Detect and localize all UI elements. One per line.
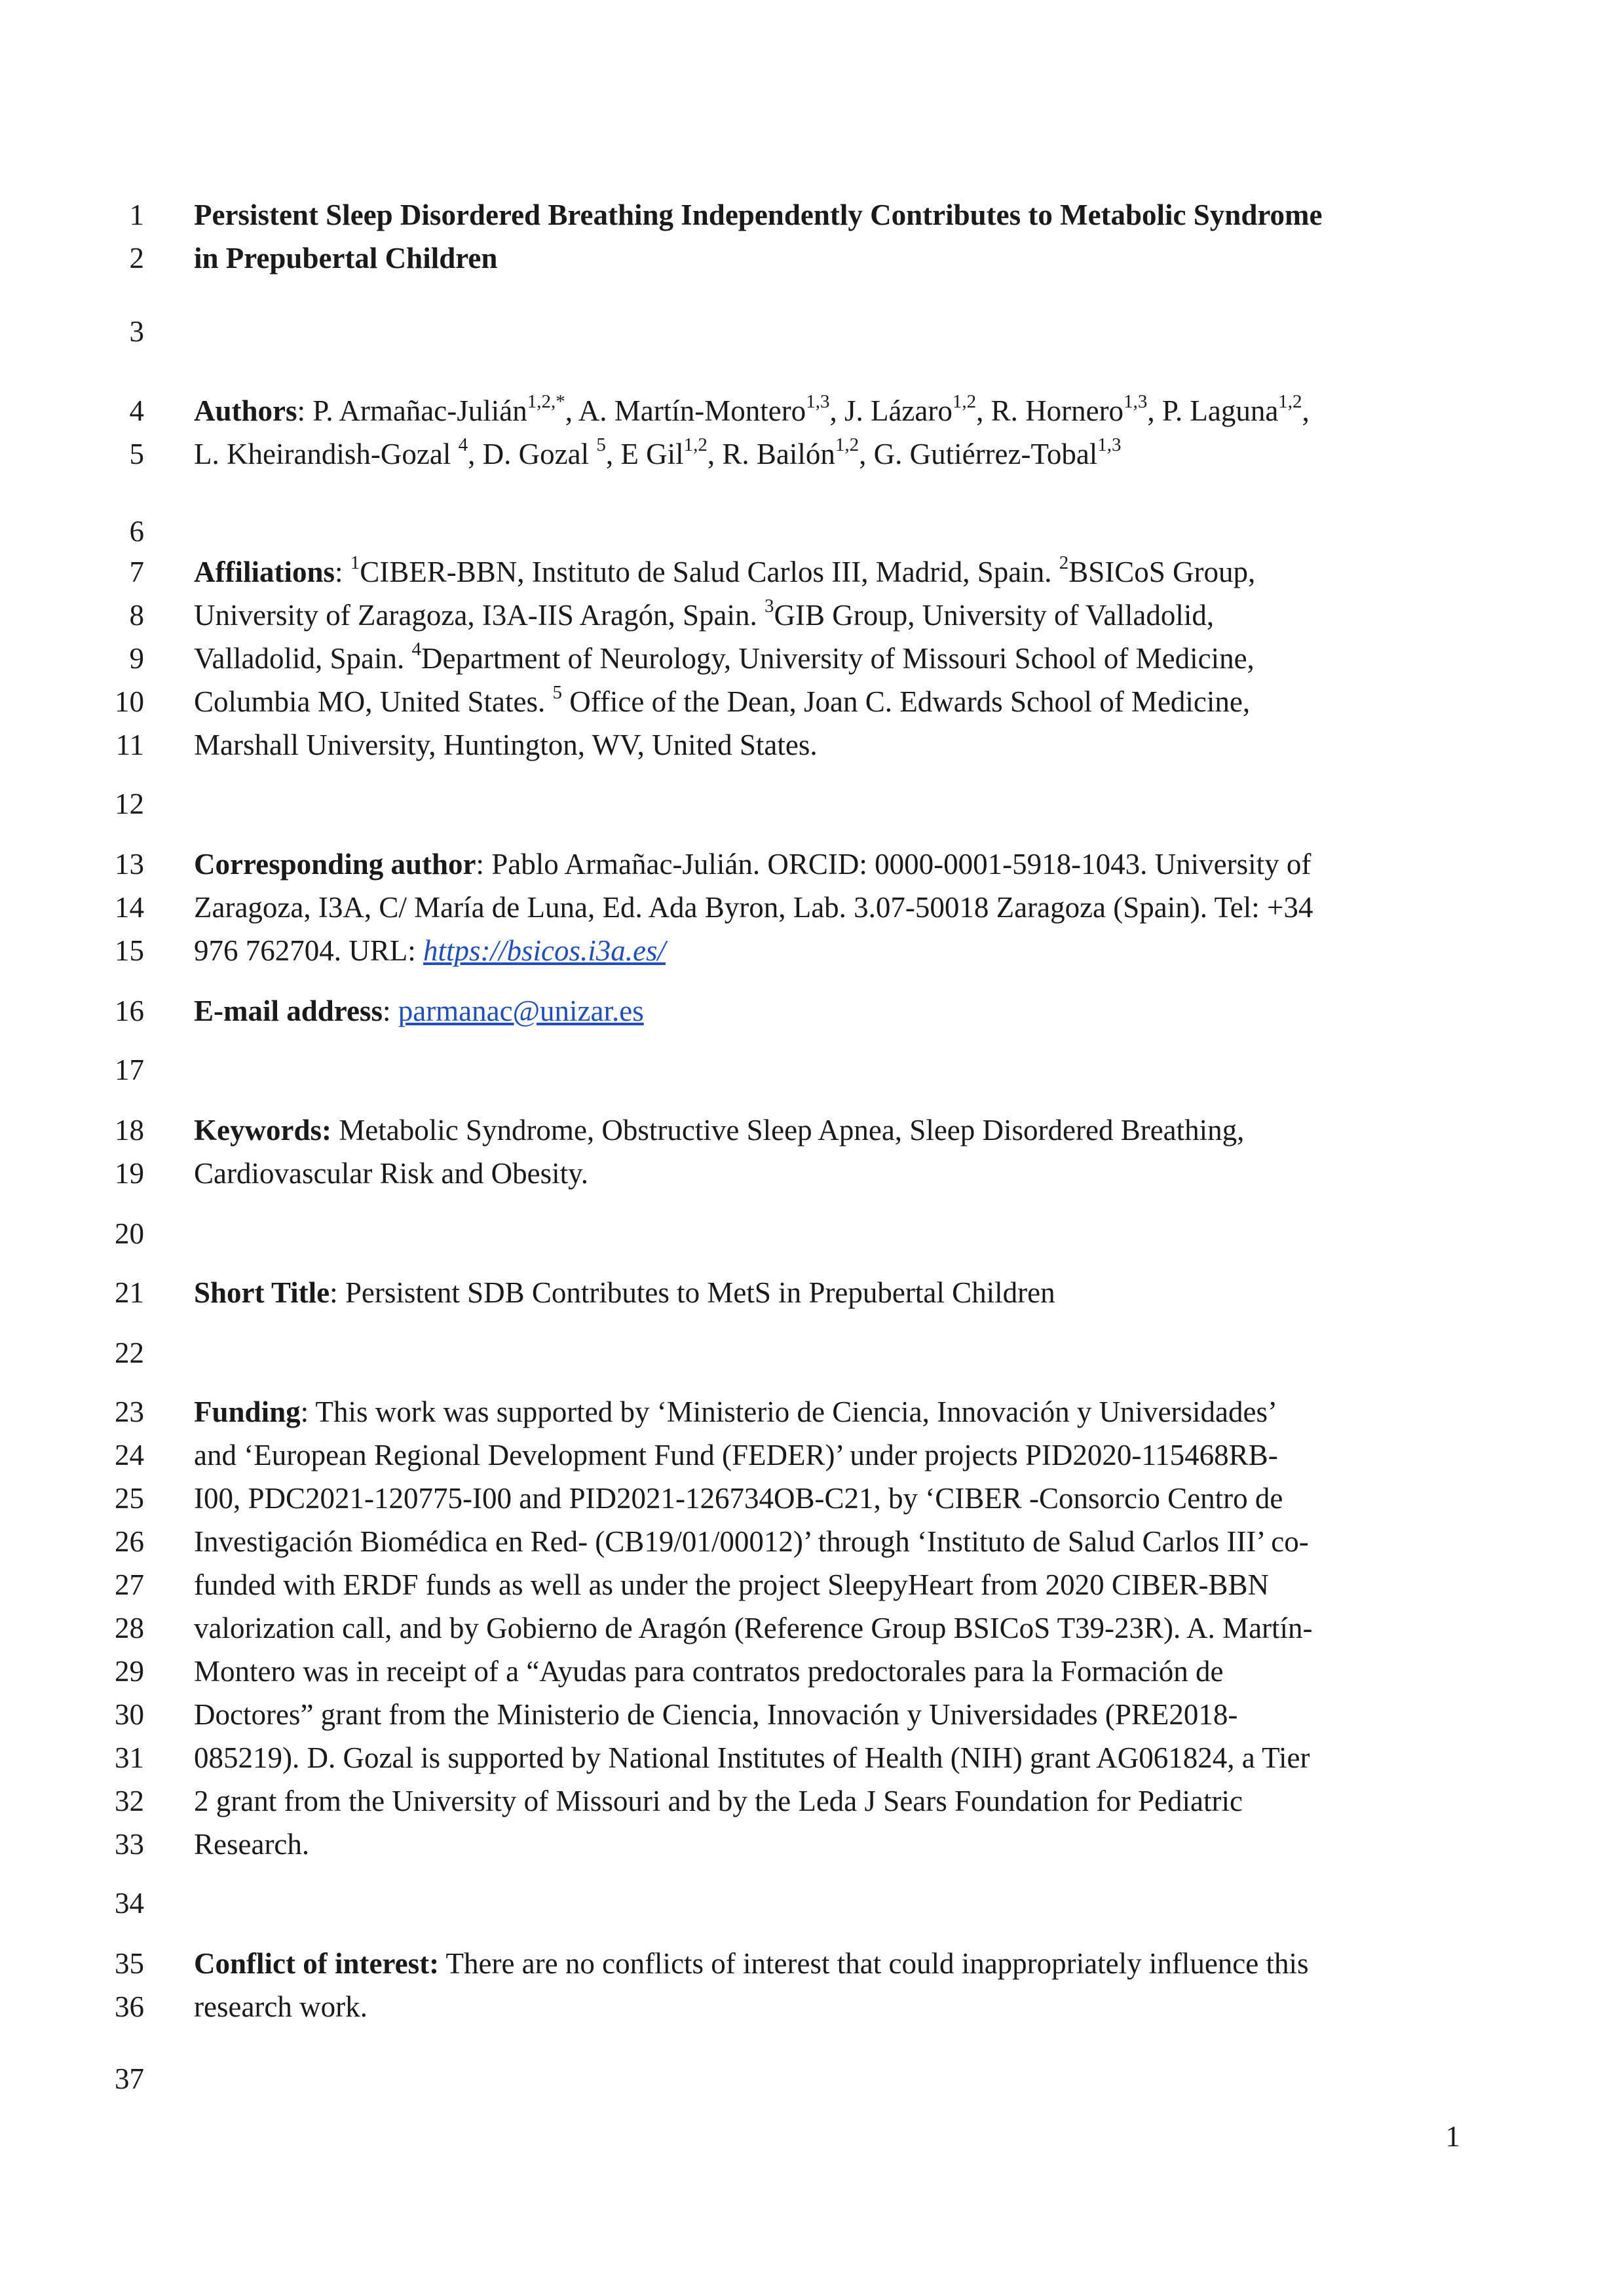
- funding-label: Funding: [194, 1395, 301, 1428]
- email-link[interactable]: parmanac@unizar.es: [398, 995, 644, 1027]
- line-number: 23: [115, 1395, 144, 1428]
- line-number: 14: [115, 891, 144, 924]
- line-number: 12: [115, 787, 144, 820]
- authors-line-2: L. Kheirandish-Gozal $^4$, D. Gozal $^5$, E Gil$^{1,2}$, R. Bailón$^{1,2}$, G. Gutiérrez-Tobal$^{1,3}$: [194, 434, 1122, 470]
- line-number: 35: [115, 1947, 144, 1980]
- funding-line-11: Research.: [194, 1828, 310, 1861]
- affiliations-line-2: University of Zaragoza, I3A-IIS Aragón, Spain. $^3$GIB Group, University of Valladolid,: [194, 596, 1215, 632]
- line-number: 20: [115, 1217, 144, 1250]
- affiliations-line-5: Marshall University, Huntington, WV, United States.: [194, 729, 818, 761]
- line-number: 31: [115, 1741, 144, 1774]
- funding-line-3: I00, PDC2021-120775-I00 and PID2021-126734OB-C21, by ‘CIBER -Consorcio Centro de: [194, 1482, 1283, 1515]
- line-number: 13: [115, 848, 144, 881]
- corresponding-line-1: Corresponding author: Pablo Armañac-Julián. ORCID: 0000-0001-5918-1043. University of: [194, 848, 1312, 881]
- line-number: 36: [115, 1990, 144, 2023]
- keywords-label: Keywords:: [194, 1114, 331, 1147]
- affiliations-line-1: Affiliations: $^1$CIBER-BBN, Instituto de Salud Carlos III, Madrid, Spain. $^2$BSICoS Group,: [194, 552, 1256, 588]
- line-number: 1: [129, 199, 144, 231]
- line-number: 16: [115, 995, 144, 1027]
- conflict-label: Conflict of interest:: [194, 1947, 440, 1980]
- corresponding-label: Corresponding author: [194, 848, 476, 881]
- line-number: 6: [129, 515, 144, 548]
- short-title-line: Short Title: Persistent SDB Contributes to MetS in Prepubertal Children: [194, 1276, 1055, 1309]
- title-line-1: Persistent Sleep Disordered Breathing Independently Contributes to Metabolic Syndrome: [194, 199, 1323, 231]
- conflict-line-1: Conflict of interest: There are no conflicts of interest that could inappropriately influence this: [194, 1947, 1309, 1980]
- funding-line-8: Doctores” grant from the Ministerio de Ciencia, Innovación y Universidades (PRE2018-: [194, 1698, 1238, 1731]
- line-number: 26: [115, 1525, 144, 1558]
- line-number: 8: [129, 599, 144, 632]
- line-number: 37: [115, 2062, 144, 2095]
- funding-line-5: funded with ERDF funds as well as under the project SleepyHeart from 2020 CIBER-BBN: [194, 1568, 1269, 1601]
- line-number: 17: [115, 1053, 144, 1086]
- affiliations-line-4: Columbia MO, United States. $^5$ Office of the Dean, Joan C. Edwards School of Medicine,: [194, 682, 1251, 718]
- line-number: 22: [115, 1337, 144, 1369]
- funding-line-7: Montero was in receipt of a “Ayudas para contratos predoctorales para la Formación de: [194, 1655, 1224, 1688]
- funding-line-6: valorization call, and by Gobierno de Aragón (Reference Group BSICoS T39-23R). A. Martín-: [194, 1612, 1313, 1644]
- line-number: 33: [115, 1828, 144, 1861]
- funding-line-9: 085219). D. Gozal is supported by National Institutes of Health (NIH) grant AG061824, a Tier: [194, 1741, 1310, 1774]
- line-number: 3: [129, 315, 144, 348]
- funding-line-1: Funding: This work was supported by ‘Ministerio de Ciencia, Innovación y Universidades’: [194, 1395, 1277, 1428]
- line-number: 32: [115, 1785, 144, 1817]
- line-number: 4: [129, 394, 144, 427]
- line-number: 29: [115, 1655, 144, 1688]
- line-number: 30: [115, 1698, 144, 1731]
- line-number: 19: [115, 1157, 144, 1190]
- line-number: 28: [115, 1612, 144, 1644]
- corresponding-line-3: 976 762704. URL: https://bsicos.i3a.es/: [194, 934, 666, 967]
- funding-line-4: Investigación Biomédica en Red- (CB19/01/00012)’ through ‘Instituto de Salud Carlos III’ co-: [194, 1525, 1309, 1558]
- line-number: 18: [115, 1114, 144, 1147]
- line-number: 2: [129, 242, 144, 275]
- affiliations-label: Affiliations: [194, 556, 335, 588]
- line-number: 21: [115, 1276, 144, 1309]
- page-number: 1: [1445, 2120, 1460, 2153]
- affiliations-line-3: Valladolid, Spain. $^4$Department of Neurology, University of Missouri School of Medicine,: [194, 639, 1255, 675]
- line-number: 34: [115, 1887, 144, 1920]
- line-number: 7: [129, 556, 144, 588]
- email-line: E-mail address: parmanac@unizar.es: [194, 995, 644, 1027]
- conflict-line-2: research work.: [194, 1990, 368, 2023]
- title-line-2: in Prepubertal Children: [194, 242, 498, 275]
- lab-url-link[interactable]: https://bsicos.i3a.es/: [423, 934, 666, 967]
- authors-label: Authors: [194, 394, 297, 427]
- line-number: 27: [115, 1568, 144, 1601]
- corresponding-line-2: Zaragoza, I3A, C/ María de Luna, Ed. Ada Byron, Lab. 3.07-50018 Zaragoza (Spain). Tel: +34: [194, 891, 1313, 924]
- funding-line-10: 2 grant from the University of Missouri and by the Leda J Sears Foundation for Pediatric: [194, 1785, 1243, 1817]
- line-number: 24: [115, 1439, 144, 1471]
- line-number: 15: [115, 934, 144, 967]
- email-label: E-mail address: [194, 995, 383, 1027]
- funding-line-2: and ‘European Regional Development Fund (FEDER)’ under projects PID2020-115468RB-: [194, 1439, 1278, 1471]
- authors-line-1: Authors: P. Armañac-Julián$^{1,2,*}$, A. Martín-Montero$^{1,3}$, J. Lázaro$^{1,2}$, R. Hornero$^{1,3}$, P. Laguna$^{1,2}$,: [194, 391, 1310, 427]
- short-title-label: Short Title: [194, 1276, 330, 1309]
- line-number: 5: [129, 438, 144, 470]
- line-number: 10: [115, 685, 144, 718]
- line-number: 25: [115, 1482, 144, 1515]
- keywords-line-2: Cardiovascular Risk and Obesity.: [194, 1157, 588, 1190]
- line-number: 11: [115, 729, 144, 761]
- keywords-line-1: Keywords: Metabolic Syndrome, Obstructive Sleep Apnea, Sleep Disordered Breathing,: [194, 1114, 1245, 1147]
- line-number: 9: [129, 642, 144, 675]
